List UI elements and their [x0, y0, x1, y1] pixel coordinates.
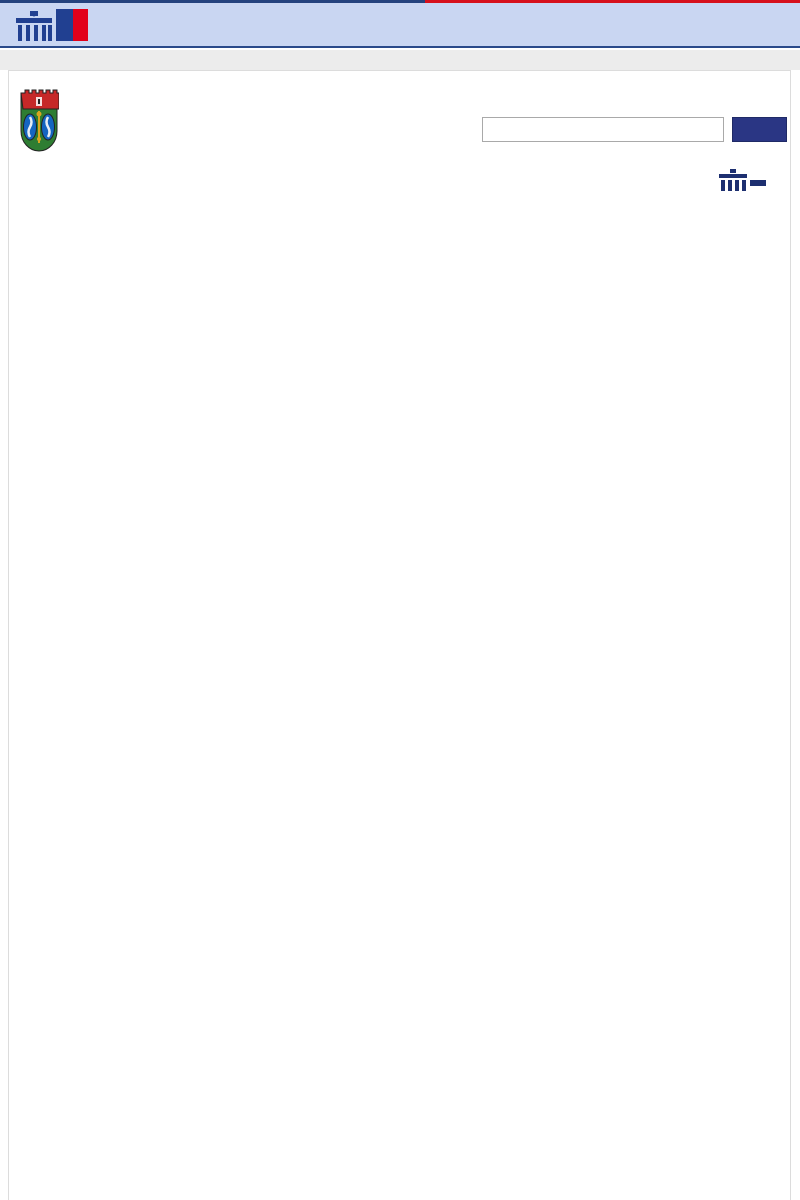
- be-berlin-gate-icon: [718, 169, 748, 196]
- content-box: [8, 70, 791, 1200]
- search-group: [482, 117, 787, 142]
- top-stripe-blue: [0, 0, 425, 3]
- logo-de-text: [73, 9, 88, 41]
- berlin-de-logo[interactable]: [14, 9, 88, 41]
- be-berlin-logo[interactable]: [715, 169, 766, 196]
- top-bar: [0, 0, 800, 48]
- article: [39, 321, 767, 340]
- be-berlin-text: [750, 180, 766, 186]
- search-input[interactable]: [482, 117, 724, 142]
- search-button[interactable]: [732, 117, 787, 142]
- logo-berlin-text: [56, 9, 73, 41]
- top-stripe: [0, 0, 800, 3]
- brandenburg-gate-icon: [14, 9, 54, 41]
- top-stripe-red: [425, 0, 800, 3]
- treptow-koepenick-coat-of-arms: [19, 89, 59, 158]
- header-divider-band: [0, 50, 800, 70]
